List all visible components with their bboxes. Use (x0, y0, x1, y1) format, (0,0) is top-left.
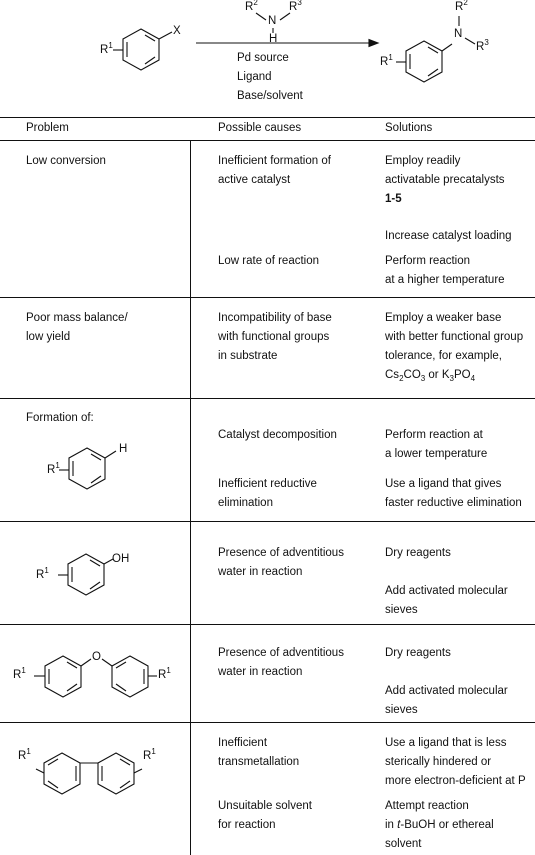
cause-cell (218, 734, 299, 772)
solution-line: Attempt reaction (385, 800, 469, 812)
solution-line: Use a ligand that is less (385, 737, 507, 749)
solution-line: with better functional group (385, 331, 524, 343)
product-n-label: N (454, 28, 463, 40)
product-benzene (396, 16, 475, 82)
struct-oh-label: OH (112, 553, 130, 565)
row-rule (0, 624, 535, 625)
problem-cell (26, 309, 128, 347)
struct-r1-left-label: $R^1$ (13, 666, 26, 681)
cause-line: Incompatibility of base (218, 312, 332, 324)
cause-line: with functional groups (218, 331, 330, 343)
struct-h-label: H (119, 443, 128, 455)
solution-line: Employ a weaker base (385, 312, 502, 324)
solution-cell (385, 797, 494, 854)
solution-cell (385, 252, 505, 290)
solution-line: sterically hindered or (385, 756, 492, 768)
header-rule (0, 140, 535, 141)
problem-cell: Low conversion (26, 155, 106, 167)
header-solutions: Solutions (385, 122, 433, 134)
solution-line: activatable precatalysts (385, 174, 505, 186)
problem-line: Poor mass balance/ (26, 312, 128, 324)
row-rule (0, 521, 535, 522)
condition-ligand: Ligand (237, 71, 272, 83)
solution-line: sieves (385, 704, 418, 716)
product-r1-label: $R^1$ (380, 53, 393, 68)
solution-line: Add activated molecular (385, 685, 508, 697)
cause-line: in substrate (218, 350, 278, 362)
solution-line: Perform reaction (385, 255, 471, 267)
amine-h-label: H (269, 33, 278, 45)
condition-base-solvent: Base/solvent (237, 90, 303, 102)
struct-r1-right-label: $R^1$ (143, 747, 156, 762)
arene-structure (0, 430, 160, 510)
solution-line: faster reductive elimination (385, 497, 522, 509)
cause-line: Inefficient reductive (218, 478, 317, 490)
reactant-r1-label: $R^1$ (100, 41, 113, 56)
solution-line: solvent (385, 838, 422, 850)
cause-line: transmetallation (218, 756, 300, 768)
solution-cell (385, 152, 505, 209)
solution-line: Use a ligand that gives (385, 478, 502, 490)
solution-cell (385, 682, 508, 720)
cause-cell: Low rate of reaction (218, 255, 320, 267)
cause-line: water in reaction (218, 566, 303, 578)
solution-line: Add activated molecular (385, 585, 508, 597)
cause-line: Unsuitable solvent (218, 800, 312, 812)
reactant-x-label: X (173, 25, 181, 37)
cause-line: for reaction (218, 819, 276, 831)
cause-cell (218, 797, 312, 835)
solution-line: sieves (385, 604, 418, 616)
struct-r1-label: $R^1$ (36, 566, 49, 581)
solution-line: Employ readily (385, 155, 461, 167)
cause-cell (218, 152, 331, 190)
struct-r1-left-label: $R^1$ (18, 747, 31, 762)
solution-line: a lower temperature (385, 448, 488, 460)
solution-cell (385, 475, 522, 513)
amine-r3-label: $R^3$ (289, 0, 302, 13)
precatalyst-ref: 1-5 (385, 193, 402, 205)
problem-cell: Formation of: (26, 412, 94, 424)
column-divider (190, 140, 191, 855)
solution-cell: Dry reagents (385, 547, 451, 559)
cause-cell (218, 644, 344, 682)
header-problem: Problem (26, 122, 69, 134)
header-causes: Possible causes (218, 122, 302, 134)
product-r3-label: $R^3$ (476, 38, 489, 53)
cause-cell (218, 544, 344, 582)
cause-cell (218, 475, 317, 513)
reaction-arrow (196, 40, 378, 47)
cause-line: Presence of adventitious (218, 647, 344, 659)
struct-r1-right-label: $R^1$ (158, 666, 171, 681)
reaction-scheme (0, 0, 535, 110)
solution-line: Perform reaction at (385, 429, 483, 441)
cause-line: active catalyst (218, 174, 291, 186)
solution-line: more electron-deficient at P (385, 775, 526, 787)
amine-n-label: N (268, 15, 277, 27)
struct-o-label: O (92, 651, 101, 663)
cause-line: Catalyst decomposition (218, 429, 337, 441)
condition-pd-source: Pd source (237, 52, 289, 64)
solution-line: at a higher temperature (385, 274, 505, 286)
cause-line: elimination (218, 497, 273, 509)
cause-line: Presence of adventitious (218, 547, 344, 559)
struct-r1-label: $R^1$ (47, 461, 60, 476)
solution-cell: Dry reagents (385, 647, 451, 659)
product-r2-label: $R^2$ (455, 0, 468, 13)
solution-cell: Increase catalyst loading (385, 230, 512, 242)
solution-line: tolerance, for example, (385, 350, 502, 362)
cause-line: Inefficient formation of (218, 155, 331, 167)
table-top-rule (0, 117, 535, 118)
reactant-benzene (113, 29, 172, 70)
reaction-conditions (237, 49, 303, 106)
row-rule (0, 297, 535, 298)
problem-line: low yield (26, 331, 71, 343)
base-formula: $Cs_2CO_3$ or $K_3PO_4$ (385, 369, 476, 383)
cause-line: Inefficient (218, 737, 268, 749)
cause-line: water in reaction (218, 666, 303, 678)
solution-cell (385, 582, 508, 620)
row-rule (0, 722, 535, 723)
cause-cell (218, 309, 332, 366)
phenol-structure (0, 530, 160, 610)
solution-cell (385, 426, 487, 464)
solution-cell (385, 734, 526, 791)
solution-cell (385, 309, 523, 385)
row-rule (0, 398, 535, 399)
cause-cell (218, 426, 337, 445)
solution-line: in t-BuOH or ethereal (385, 819, 494, 831)
amine-r2-label: $R^2$ (245, 0, 258, 13)
